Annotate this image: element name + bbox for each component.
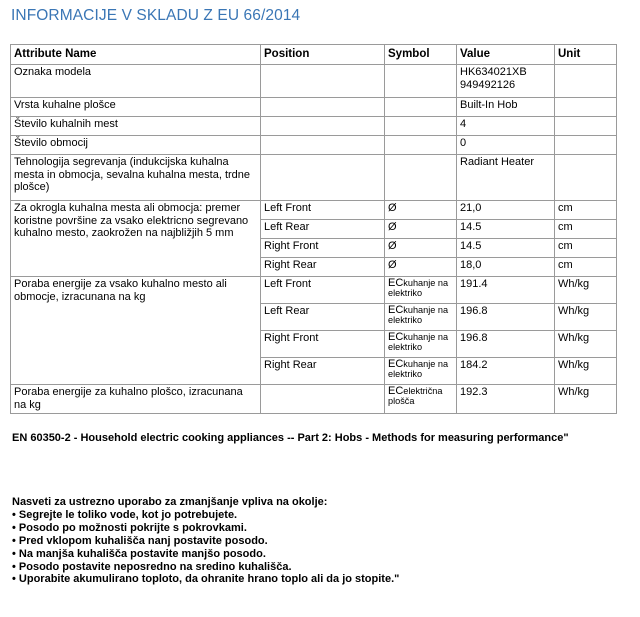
list-item: • Uporabite akumulirano toploto, da ohranite hrano toplo ali da jo stopite." <box>12 573 400 586</box>
product-number: 949492126 <box>460 78 516 91</box>
header-symbol: Symbol <box>385 45 457 65</box>
table-header-row <box>11 45 617 65</box>
energy-value: 184.2 <box>457 358 555 385</box>
zone-position: Left Rear <box>261 220 385 239</box>
model-value <box>457 65 555 98</box>
zone-diameter-value: 21,0 <box>457 201 555 220</box>
energy-value: 191.4 <box>457 277 555 304</box>
hob-type-value: Built-In Hob <box>457 98 555 117</box>
list-item: • Pred vklopom kuhališča nanj postavite posodo. <box>12 534 268 547</box>
energy-hob-label: Poraba energije za kuhalno plošco, izracunana na kg <box>11 385 261 414</box>
zone-diameter-unit: cm <box>555 201 617 220</box>
heating-technology-label: Tehnologija segrevanja (indukcijska kuhalna mesta in obmocja, sevalna kuhalna mesta, trdne plošce) <box>11 155 261 201</box>
energy-symbol: ECkuhanje na elektriko <box>385 277 457 304</box>
zone-size-label: Za okrogla kuhalna mesta ali obmocja: premer koristne površine za vsako elektricno segrevano kuhalno mesto, zaokrožen na najbližjih 5 mm <box>11 201 261 277</box>
energy-symbol: ECkuhanje na elektriko <box>385 304 457 331</box>
zone-position: Left Rear <box>261 304 385 331</box>
energy-hob-value: 192.3 <box>457 385 555 414</box>
heating-technology-value: Radiant Heater <box>457 155 555 201</box>
zone-diameter-value: 14.5 <box>457 239 555 258</box>
table-row <box>11 117 617 136</box>
diameter-symbol: Ø <box>385 239 457 258</box>
page-title: INFORMACIJE V SKLADU Z EU 66/2014 <box>11 7 301 24</box>
table-row <box>11 201 617 220</box>
zone-position: Right Rear <box>261 258 385 277</box>
measurement-standard: EN 60350-2 - Household electric cooking appliances -- Part 2: Hobs - Methods for measuring performance" <box>12 432 569 444</box>
table-row <box>11 385 617 414</box>
hob-type-label: Vrsta kuhalne plošce <box>11 98 261 117</box>
advice-heading: Nasveti za ustrezno uporabo za zmanjšanje vpliva na okolje: <box>12 496 328 508</box>
energy-hob-symbol: ECelektrična plošča <box>385 385 457 414</box>
list-item: • Posodo po možnosti pokrijte s pokrovkami. <box>12 521 247 534</box>
header-attribute-name: Attribute Name <box>11 45 261 65</box>
zones-label: Število kuhalnih mest <box>11 117 261 136</box>
zone-position: Right Front <box>261 331 385 358</box>
energy-hob-unit: Wh/kg <box>555 385 617 414</box>
zone-position: Right Front <box>261 239 385 258</box>
energy-unit: Wh/kg <box>555 304 617 331</box>
energy-symbol: ECkuhanje na elektriko <box>385 358 457 385</box>
diameter-symbol: Ø <box>385 220 457 239</box>
energy-unit: Wh/kg <box>555 358 617 385</box>
zone-diameter-unit: cm <box>555 258 617 277</box>
areas-value: 0 <box>457 136 555 155</box>
model-label: Oznaka modela <box>11 65 261 98</box>
diameter-symbol: Ø <box>385 201 457 220</box>
header-unit: Unit <box>555 45 617 65</box>
energy-info-table <box>10 44 617 414</box>
zone-diameter-value: 14.5 <box>457 220 555 239</box>
zone-diameter-value: 18,0 <box>457 258 555 277</box>
eco-advice <box>12 496 399 586</box>
table-row <box>11 65 617 98</box>
zone-position: Left Front <box>261 201 385 220</box>
energy-unit: Wh/kg <box>555 331 617 358</box>
energy-value: 196.8 <box>457 304 555 331</box>
header-position: Position <box>261 45 385 65</box>
table-row <box>11 98 617 117</box>
list-item: • Na manjša kuhališča postavite manjšo posodo. <box>12 547 266 560</box>
table-row <box>11 277 617 304</box>
zones-value: 4 <box>457 117 555 136</box>
zone-position: Left Front <box>261 277 385 304</box>
table-row <box>11 155 617 201</box>
model-number: HK634021XB <box>460 66 527 78</box>
energy-unit: Wh/kg <box>555 277 617 304</box>
energy-per-zone-label: Poraba energije za vsako kuhalno mesto ali obmocje, izracunana na kg <box>11 277 261 385</box>
zone-diameter-unit: cm <box>555 220 617 239</box>
areas-label: Število obmocij <box>11 136 261 155</box>
energy-symbol: ECkuhanje na elektriko <box>385 331 457 358</box>
list-item: • Posodo postavite neposredno na sredino kuhališča. <box>12 560 292 573</box>
energy-value: 196.8 <box>457 331 555 358</box>
header-value: Value <box>457 45 555 65</box>
list-item: • Segrejte le toliko vode, kot jo potrebujete. <box>12 508 238 521</box>
table-row <box>11 136 617 155</box>
zone-diameter-unit: cm <box>555 239 617 258</box>
diameter-symbol: Ø <box>385 258 457 277</box>
zone-position: Right Rear <box>261 358 385 385</box>
